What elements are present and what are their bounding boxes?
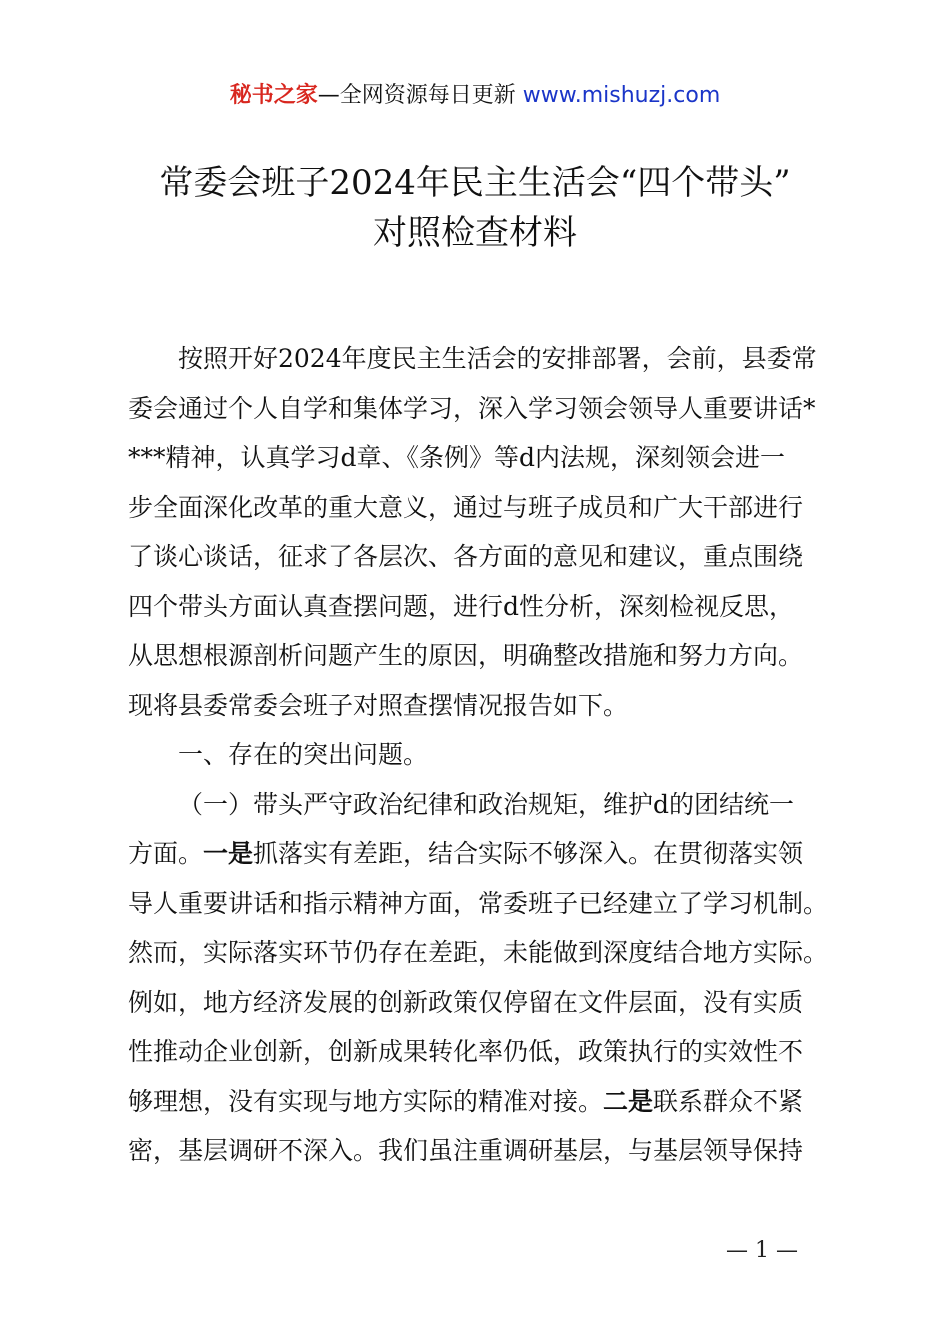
text-run: 抓落实有差距，结合实际不够深入。在贯彻落实领 [253, 839, 804, 868]
paragraph-line: 从思想根源剖析问题产生的原因，明确整改措施和努力方向。 [128, 641, 804, 670]
document-body [128, 334, 836, 1176]
paragraph-line: 了谈心谈话，征求了各层次、各方面的意见和建议，重点围绕 [128, 542, 804, 571]
text-run: 够理想，没有实现与地方实际的精准对接。 [128, 1086, 604, 1116]
title-line-1: 常委会班子2024年民主生活会“四个带头” [159, 163, 791, 203]
paragraph-line: ***精神，认真学习d章、《条例》等d内法规，深刻领会进一 [128, 443, 786, 472]
paragraph-line: 步全面深化改革的重大意义，通过与班子成员和广大干部进行 [128, 492, 804, 522]
paragraph-line: 四个带头方面认真查摆问题，进行d性分析，深刻检视反思， [128, 591, 795, 621]
title-line-2: 对照检查材料 [373, 213, 577, 253]
site-header [0, 80, 950, 112]
paragraph-line: 导人重要讲话和指示精神方面，常委班子已经建立了学习机制。 [128, 888, 829, 918]
paragraph-line: 密，基层调研不深入。我们虽注重调研基层，与基层领导保持 [128, 1136, 804, 1165]
document-title [60, 158, 890, 258]
paragraph-line [128, 1077, 836, 1127]
paragraph-line: 然而，实际落实环节仍存在差距，未能做到深度结合地方实际。 [128, 938, 829, 967]
site-url[interactable]: www.mishuzj.com [522, 83, 721, 108]
bold-marker: 一是 [203, 839, 254, 868]
paragraph-line: 性推动企业创新，创新成果转化率仍低，政策执行的实效性不 [128, 1037, 804, 1066]
page-number: — 1 — [726, 1238, 798, 1263]
header-tagline: —全网资源每日更新 [317, 83, 523, 108]
section-heading: 一、存在的突出问题。 [178, 740, 429, 769]
paragraph-line: （一）带头严守政治纪律和政治规矩，维护d的团结统一 [178, 789, 795, 819]
paragraph-line: 例如，地方经济发展的创新政策仅停留在文件层面，没有实质 [128, 987, 804, 1017]
paragraph-line: 按照开好2024年度民主生活会的安排部署，会前，县委常 [178, 344, 817, 373]
paragraph-line: 现将县委常委会班子对照查摆情况报告如下。 [128, 690, 629, 720]
text-run: 联系群众不紧 [653, 1086, 804, 1116]
paragraph-line: 委会通过个人自学和集体学习，深入学习领会领导人重要讲话* [128, 393, 816, 423]
bold-marker: 二是 [603, 1086, 654, 1116]
brand-name: 秘书之家 [229, 83, 318, 108]
text-run: 方面。 [128, 839, 204, 868]
paragraph-line [128, 829, 836, 879]
